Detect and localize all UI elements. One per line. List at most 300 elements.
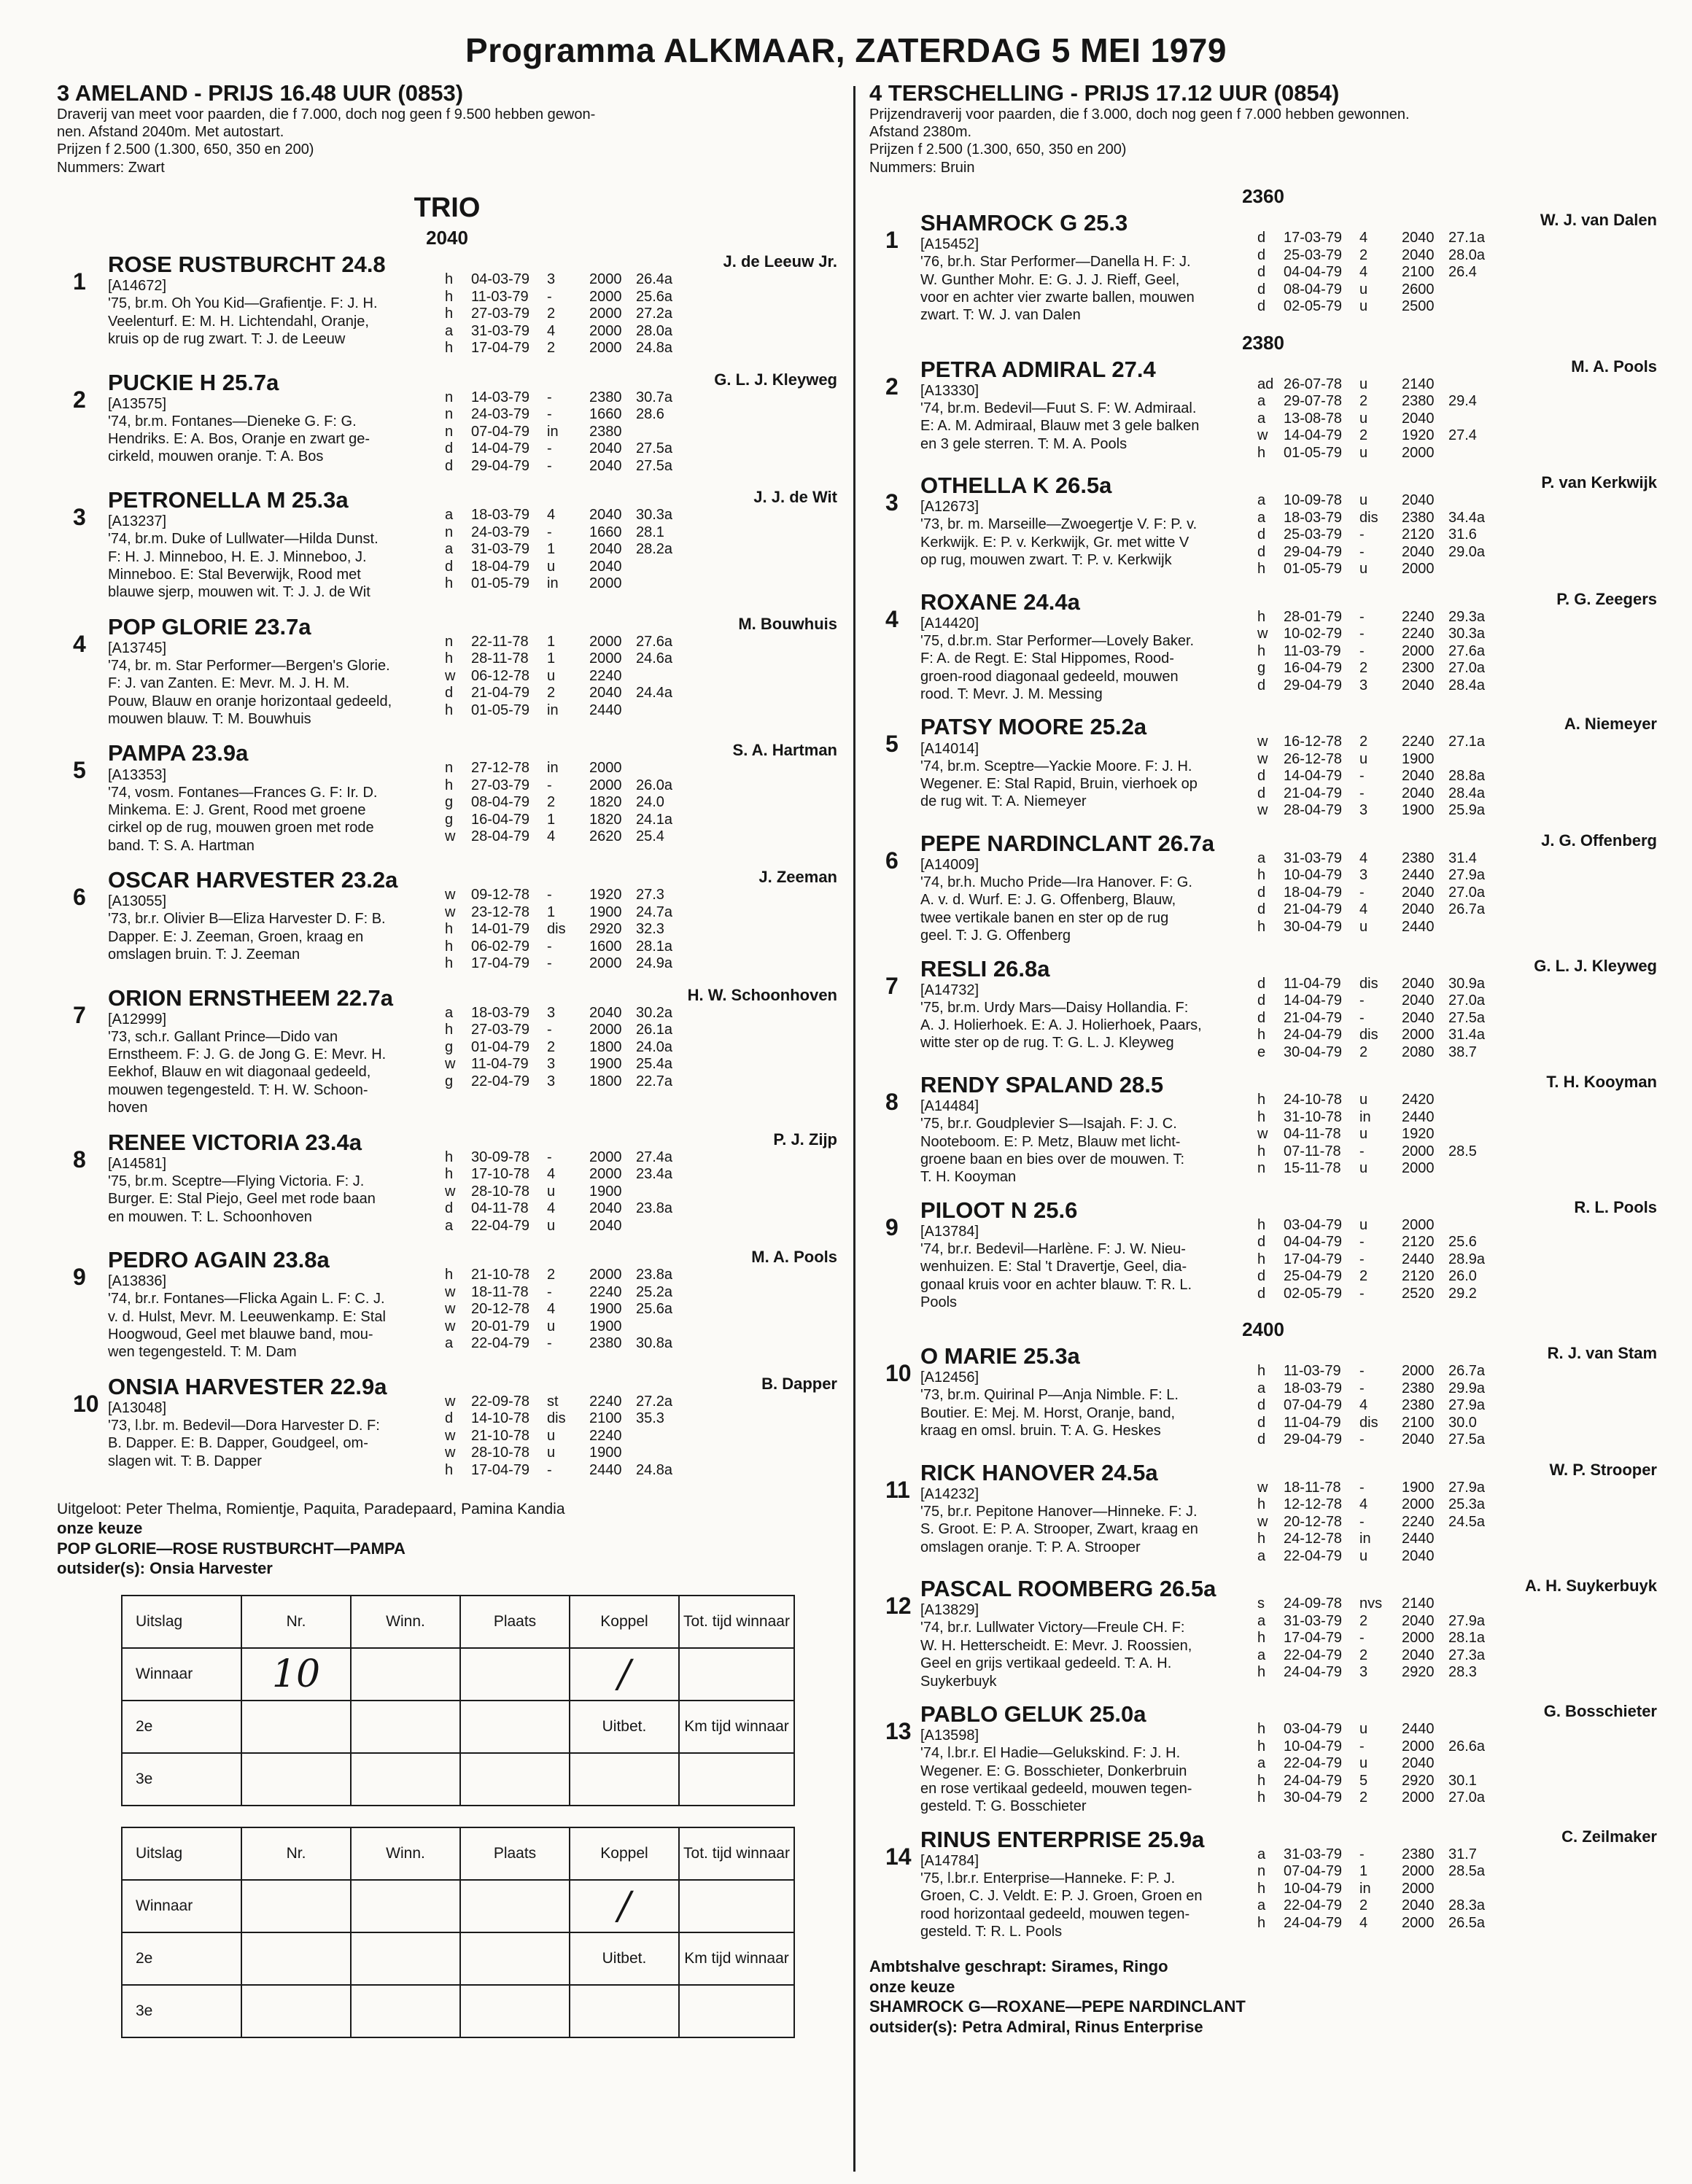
result-row xyxy=(1227,1738,1657,1756)
result-cell xyxy=(1448,1217,1507,1235)
result-cell: 17-10-78 xyxy=(471,1166,530,1183)
result-cell: 03-04-79 xyxy=(1284,1721,1343,1738)
horse-number: 12 xyxy=(885,1593,912,1620)
result-cell: 30.3a xyxy=(636,507,673,524)
horse-description-line: F: J. van Zanten. E: Mevr. M. J. H. M. xyxy=(108,675,350,692)
result-cell: 2040 xyxy=(1402,1009,1435,1026)
horse-description-line: '74, vosm. Fontanes—Frances G. F: Ir. D. xyxy=(108,784,378,801)
horse-description-line: '74, br.m. Sceptre—Yackie Moore. F: J. H. xyxy=(920,758,1192,774)
result-row xyxy=(414,389,837,407)
result-cell: 2040 xyxy=(1402,1547,1435,1564)
result-cell: u xyxy=(547,667,556,684)
horse-code: [A14420] xyxy=(920,615,979,632)
result-row xyxy=(414,1318,837,1336)
race-title: 3 AMELAND - PRIJS 16.48 UUR (0853) xyxy=(57,80,464,106)
result-cell: 2040 xyxy=(589,440,622,457)
result-cell: 23.8a xyxy=(636,1267,673,1283)
result-cell: 29.0a xyxy=(1448,543,1486,560)
table-header-cell: Plaats xyxy=(460,1827,570,1880)
result-cell: 29.9a xyxy=(1448,1380,1486,1396)
result-cell: 18-03-79 xyxy=(1284,509,1343,526)
result-cell: h xyxy=(1257,1721,1266,1738)
result-cell: - xyxy=(547,440,552,457)
result-cell: 2240 xyxy=(589,667,622,684)
horse-number: 2 xyxy=(885,373,899,400)
uitgeloot: Uitgeloot: Peter Thelma, Romientje, Paquita, Paradepaard, Pamina Kandia xyxy=(57,1501,565,1518)
result-cell: h xyxy=(1257,1531,1266,1547)
result-cell xyxy=(1448,1755,1507,1773)
result-row xyxy=(1227,901,1657,919)
result-cell: 21-04-79 xyxy=(1284,1009,1343,1026)
horse-description-line: Veelenturf. E: M. H. Lichtendahl, Oranje, xyxy=(108,313,369,330)
horse-description-line: blauwe sjerp, mouwen wit. T: J. J. de Wit xyxy=(108,584,370,601)
horse-results xyxy=(1227,1198,1657,1312)
result-cell: - xyxy=(1359,1513,1365,1530)
result-cell: - xyxy=(547,406,552,423)
result-cell: - xyxy=(547,887,552,903)
result-cell: 08-04-79 xyxy=(1284,281,1343,298)
result-row xyxy=(1227,1721,1657,1738)
result-tables xyxy=(57,1595,837,2038)
result-row xyxy=(1227,1217,1657,1235)
result-cell: 2 xyxy=(1359,1044,1368,1060)
result-row xyxy=(1227,230,1657,247)
result-cell: 18-04-79 xyxy=(1284,884,1343,901)
horse-info xyxy=(108,986,414,1117)
result-cell: 04-11-78 xyxy=(1284,1126,1341,1143)
result-cell: - xyxy=(1359,1363,1365,1380)
result-cell: - xyxy=(1359,992,1365,1009)
result-cell: 2240 xyxy=(589,1283,622,1300)
result-cell: 01-05-79 xyxy=(1284,561,1343,578)
result-row xyxy=(414,812,837,829)
result-cell: 22-04-79 xyxy=(471,1217,530,1234)
result-cell: d xyxy=(1257,1414,1266,1431)
horse-description-line: gesteld. T: R. L. Pools xyxy=(920,1923,1063,1940)
result-cell: 2 xyxy=(547,340,556,357)
result-row xyxy=(1227,445,1657,462)
result-cell: 2000 xyxy=(589,322,622,339)
result-cell: 10-02-79 xyxy=(1284,626,1343,642)
result-cell: 2240 xyxy=(1402,1513,1435,1530)
result-cell: 08-04-79 xyxy=(471,794,530,811)
result-cell: w xyxy=(1257,750,1268,767)
horse-code: [A12673] xyxy=(920,499,979,516)
horse-description-line: '73, l.br. m. Bedevil—Dora Harvester D. F: xyxy=(108,1417,380,1434)
result-cell: w xyxy=(445,667,456,684)
result-cell: d xyxy=(445,558,454,575)
result-row xyxy=(414,887,837,904)
result-cell: 2 xyxy=(1359,427,1368,444)
horse-description-line: Minkema. E: J. Grent, Rood met groene xyxy=(108,801,366,818)
result-cell: in xyxy=(547,702,559,718)
result-cell: h xyxy=(445,777,454,793)
distance-header: 2400 xyxy=(1242,1318,1284,1341)
horse-description-line: kraag en omsl. bruin. T: A. G. Heskes xyxy=(920,1423,1161,1439)
trainer-name: S. A. Hartman xyxy=(732,741,837,760)
result-cell: 2000 xyxy=(1402,1914,1435,1931)
result-cell: 30.8a xyxy=(636,1335,673,1352)
result-cell: d xyxy=(1257,975,1266,992)
horse-code: [A13575] xyxy=(108,395,167,412)
result-row xyxy=(1227,1363,1657,1380)
result-cell: 26.4a xyxy=(636,271,673,288)
result-cell: - xyxy=(1359,1738,1365,1754)
result-cell: 1 xyxy=(547,811,556,828)
result-cell: 2920 xyxy=(589,921,622,938)
horse-description-line: wen tegengesteld. T: M. Dam xyxy=(108,1344,297,1361)
result-cell: a xyxy=(1257,1612,1266,1629)
result-cell: 1920 xyxy=(589,887,622,903)
result-cell: - xyxy=(547,389,552,405)
result-cell: 25-03-79 xyxy=(1284,526,1343,543)
result-cell: 22-04-79 xyxy=(1284,1647,1343,1663)
result-cell: 29-04-79 xyxy=(471,457,530,474)
result-cell: 24.1a xyxy=(636,811,673,828)
result-cell: 2000 xyxy=(1402,642,1435,659)
result-cell: 2120 xyxy=(1402,1268,1435,1285)
result-cell: d xyxy=(1257,992,1266,1009)
result-cell: 22-04-79 xyxy=(471,1335,530,1352)
result-cell: d xyxy=(1257,230,1266,246)
result-cell: 14-04-79 xyxy=(1284,427,1343,444)
result-cell: - xyxy=(1359,884,1365,901)
horse-entry xyxy=(57,1130,837,1235)
result-cell: u xyxy=(1359,561,1368,578)
result-cell: h xyxy=(1257,1789,1266,1806)
horse-description-line: Wegener. E: G. Bosschieter, Donkerbruin xyxy=(920,1763,1187,1779)
result-cell: 31-03-79 xyxy=(1284,850,1343,866)
result-cell: h xyxy=(445,271,454,288)
result-cell: 2000 xyxy=(589,306,622,322)
winn-cell xyxy=(351,1985,460,2037)
horse-description-line: '75, br.m. Sceptre—Flying Victoria. F: J. xyxy=(108,1173,365,1189)
result-cell: 2000 xyxy=(589,1022,622,1038)
result-row xyxy=(1227,626,1657,643)
horse-description-line: slagen wit. T: B. Dapper xyxy=(108,1453,262,1469)
result-cell: - xyxy=(1359,1431,1365,1448)
result-cell: 2000 xyxy=(589,650,622,667)
result-cell: nvs xyxy=(1359,1596,1383,1612)
result-row xyxy=(1227,919,1657,936)
horse-description-line: Ernstheem. F: J. G. de Jong G. E: Mevr. H. xyxy=(108,1046,387,1063)
result-row xyxy=(414,440,837,458)
horse-description-line: W. Gunther Mohr. E: G. J. J. Rieff, Geel, xyxy=(920,271,1180,288)
horse-code: [A13745] xyxy=(108,640,167,656)
horse-code: [A13330] xyxy=(920,382,979,399)
horse-description-line: Pools xyxy=(920,1294,958,1310)
result-cell: 34.4a xyxy=(1448,509,1486,526)
result-cell: 24.8a xyxy=(636,1461,673,1478)
result-cell: u xyxy=(1359,492,1368,509)
horse-entry xyxy=(869,957,1657,1062)
result-row xyxy=(414,1462,837,1480)
result-cell: 22-04-79 xyxy=(1284,1547,1343,1564)
result-cell: u xyxy=(1359,1721,1368,1738)
horse-info xyxy=(920,357,1227,462)
result-row xyxy=(1227,1044,1657,1062)
result-cell: 2440 xyxy=(1402,1531,1435,1547)
trainer-name: A. Niemeyer xyxy=(1564,715,1657,734)
horse-description-line: groene baan en bies over de mouwen. T: xyxy=(920,1151,1185,1167)
table-header-cell: Koppel xyxy=(570,1827,679,1880)
result-cell: h xyxy=(1257,1363,1266,1380)
result-cell: dis xyxy=(547,1410,566,1427)
result-cell: w xyxy=(1257,626,1268,642)
result-cell: dis xyxy=(1359,975,1378,992)
result-cell: 27.3 xyxy=(636,887,664,903)
result-cell xyxy=(1448,1109,1507,1127)
horse-description-line: Nooteboom. E: P. Metz, Blauw met licht- xyxy=(920,1133,1181,1150)
horse-entry xyxy=(869,211,1657,325)
result-cell xyxy=(636,575,694,593)
handwritten-koppel: / xyxy=(618,1652,631,1696)
horse-description-line: geel. T: J. G. Offenberg xyxy=(920,928,1071,944)
horse-entry xyxy=(869,1577,1657,1690)
result-cell: 21-04-79 xyxy=(1284,901,1343,918)
result-cell: 2 xyxy=(547,1267,556,1283)
result-cell: 3 xyxy=(547,1073,556,1089)
result-cell: 2000 xyxy=(589,955,622,972)
result-cell: 25.4 xyxy=(636,828,664,845)
horse-description-line: cirkel op de rug, mouwen groen met rode xyxy=(108,820,374,836)
result-cell: 16-12-78 xyxy=(1284,734,1343,750)
result-cell: 28.4a xyxy=(1448,677,1486,693)
result-cell: u xyxy=(1359,1092,1368,1108)
horse-description-line: kruis op de rug zwart. T: J. de Leeuw xyxy=(108,330,346,347)
result-row xyxy=(1227,1863,1657,1881)
result-cell: 28.6 xyxy=(636,406,664,423)
result-cell: 1900 xyxy=(589,903,622,920)
horse-code: [A13237] xyxy=(108,513,167,530)
result-cell: in xyxy=(547,575,559,592)
outsiders: outsider(s): Onsia Harvester xyxy=(57,1559,273,1578)
result-cell: u xyxy=(1359,1126,1368,1143)
result-row xyxy=(1227,885,1657,902)
result-cell xyxy=(1448,919,1507,936)
result-cell xyxy=(1448,1531,1507,1548)
result-cell: 3 xyxy=(547,1056,556,1073)
result-cell: d xyxy=(1257,1234,1266,1251)
horse-entry xyxy=(869,1702,1657,1816)
result-cell: 26.7a xyxy=(1448,901,1486,918)
result-cell: 27.4a xyxy=(636,1149,673,1165)
result-cell: n xyxy=(1257,1160,1266,1177)
result-cell: 2 xyxy=(1359,1897,1368,1914)
result-cell: 2040 xyxy=(1402,677,1435,693)
horse-entry xyxy=(57,868,837,973)
result-cell: 2000 xyxy=(589,1267,622,1283)
result-cell: d xyxy=(1257,543,1266,560)
result-cell: n xyxy=(445,524,454,540)
horse-description-line: '74, br.m. Fontanes—Dieneke G. F: G. xyxy=(108,413,357,430)
horse-name: RENDY SPALAND 28.5 xyxy=(920,1072,1164,1098)
horse-entry xyxy=(57,1248,837,1361)
result-cell: 26.1a xyxy=(636,1022,673,1038)
result-cell: 27.0a xyxy=(1448,992,1486,1009)
horse-number: 9 xyxy=(73,1264,86,1291)
result-cell: w xyxy=(445,1301,456,1318)
result-cell: 2140 xyxy=(1402,376,1435,392)
result-cell: u xyxy=(547,1445,556,1461)
result-row xyxy=(1227,1286,1657,1303)
result-cell: 30.7a xyxy=(636,389,673,405)
result-cell: d xyxy=(1257,264,1266,281)
result-cell: - xyxy=(1359,1380,1365,1396)
result-cell: 28.0a xyxy=(636,322,673,339)
horse-description-line: Burger. E: Stal Piejo, Geel met rode baan xyxy=(108,1191,376,1208)
result-cell: - xyxy=(1359,1630,1365,1647)
result-cell: 2440 xyxy=(589,702,622,718)
result-cell: 22.7a xyxy=(636,1073,673,1089)
result-cell: 22-11-78 xyxy=(471,633,529,650)
result-cell: 27.0a xyxy=(1448,660,1486,677)
trainer-name: W. P. Strooper xyxy=(1549,1460,1657,1479)
result-cell: 03-04-79 xyxy=(1284,1216,1343,1233)
result-cell: a xyxy=(445,1004,454,1021)
result-cell: 2240 xyxy=(1402,626,1435,642)
nr-cell xyxy=(241,1701,351,1753)
result-cell: 1 xyxy=(547,633,556,650)
result-cell: - xyxy=(1359,626,1365,642)
result-row xyxy=(414,668,837,685)
horse-description-line: '75, br.r. Goudplevier S—Isajah. F: J. C. xyxy=(920,1116,1177,1132)
horse-description-line: S. Groot. E: P. A. Strooper, Zwart, kraag en xyxy=(920,1521,1198,1538)
result-cell: 2000 xyxy=(589,271,622,288)
result-cell: u xyxy=(1359,444,1368,461)
result-row xyxy=(1227,1647,1657,1665)
result-cell: u xyxy=(1359,1160,1368,1177)
result-cell: 21-04-79 xyxy=(471,685,530,702)
result-cell: 2040 xyxy=(589,1217,622,1234)
result-cell: 30.0 xyxy=(1448,1414,1477,1431)
horse-description-line: T. H. Kooyman xyxy=(920,1169,1017,1186)
trainer-name: G. Bosschieter xyxy=(1543,1702,1657,1721)
time-cell: Km tijd winnaar xyxy=(679,1701,794,1753)
result-cell: 1800 xyxy=(589,1073,622,1089)
nr-cell xyxy=(241,1932,351,1985)
result-cell: 2000 xyxy=(1402,1027,1435,1044)
result-cell: 2380 xyxy=(1402,1380,1435,1396)
result-cell: 26.6a xyxy=(1448,1738,1486,1754)
result-cell: 27.2a xyxy=(636,306,673,322)
result-row xyxy=(414,1335,837,1353)
horse-name: RENEE VICTORIA 23.4a xyxy=(108,1129,362,1155)
result-cell xyxy=(636,1428,694,1445)
plaats-cell xyxy=(460,1880,570,1932)
result-cell: 2040 xyxy=(589,457,622,474)
horse-name: PETRONELLA M 25.3a xyxy=(108,487,349,513)
result-cell: 2240 xyxy=(589,1393,622,1410)
result-cell: w xyxy=(445,828,456,845)
result-table xyxy=(121,1595,795,1806)
nr-cell xyxy=(241,1880,351,1932)
horse-code: [A14732] xyxy=(920,982,979,998)
result-row xyxy=(414,702,837,720)
horse-info xyxy=(108,1248,414,1361)
koppel-cell xyxy=(570,1753,679,1806)
result-cell: dis xyxy=(547,921,566,938)
result-cell: 2520 xyxy=(1402,1285,1435,1302)
result-row xyxy=(414,760,837,777)
result-row xyxy=(414,458,837,475)
horse-code: [A14009] xyxy=(920,857,979,874)
result-cell: 29.3a xyxy=(1448,608,1486,625)
result-cell: n xyxy=(445,760,454,777)
result-cell: d xyxy=(1257,1431,1266,1448)
result-cell: a xyxy=(1257,1647,1266,1663)
result-row xyxy=(414,1284,837,1302)
result-cell: 4 xyxy=(1359,1914,1368,1931)
result-cell: 21-10-78 xyxy=(471,1427,530,1444)
result-cell: 27.5a xyxy=(1448,1009,1486,1026)
table-header-cell: Tot. tijd winnaar xyxy=(679,1827,794,1880)
onze-keuze-label: onze keuze xyxy=(57,1519,143,1538)
row-label: 2e xyxy=(122,1932,241,1985)
horse-description-line: A. v. d. Wurf. E: J. G. Offenberg, Blauw, xyxy=(920,892,1176,909)
horse-info xyxy=(108,868,414,973)
horse-description-line: W. H. Hetterscheidt. E: Mevr. J. Roossien, xyxy=(920,1637,1192,1654)
result-cell: h xyxy=(1257,642,1266,659)
table-header-cell: Nr. xyxy=(241,1827,351,1880)
result-cell: 24-04-79 xyxy=(1284,1772,1343,1789)
result-cell: 2040 xyxy=(1402,1755,1435,1772)
result-cell: u xyxy=(547,1217,556,1234)
result-cell: 24-03-79 xyxy=(471,524,530,540)
result-cell: 25.2a xyxy=(636,1283,673,1300)
result-row xyxy=(1227,768,1657,785)
horse-description-line: '75, br.m. Oh You Kid—Grafientje. F: J. H. xyxy=(108,295,378,312)
result-cell: 4 xyxy=(1359,230,1368,246)
trio-label: TRIO xyxy=(414,193,481,224)
horse-entry xyxy=(869,1073,1657,1186)
race-desc-line: Draverij van meet voor paarden, die f 7.000, doch nog geen f 9.500 hebben gewon- xyxy=(57,106,596,123)
result-cell: 18-11-78 xyxy=(1284,1479,1341,1496)
result-cell: - xyxy=(1359,543,1365,560)
trainer-name: W. J. van Dalen xyxy=(1540,211,1657,230)
plaats-cell xyxy=(460,1985,570,2037)
result-cell xyxy=(1448,411,1507,428)
result-cell: 27-03-79 xyxy=(471,777,530,793)
result-row xyxy=(414,1005,837,1022)
time-cell: Km tijd winnaar xyxy=(679,1932,794,1985)
result-cell: 2040 xyxy=(589,685,622,702)
horse-info xyxy=(920,715,1227,820)
result-cell: 16-04-79 xyxy=(471,811,530,828)
result-row xyxy=(414,289,837,306)
result-cell: 22-09-78 xyxy=(471,1393,530,1410)
horse-results xyxy=(1227,1073,1657,1186)
horse-number: 3 xyxy=(885,489,899,516)
result-cell: 2040 xyxy=(589,1004,622,1021)
result-cell: d xyxy=(1257,768,1266,785)
result-cell: 11-04-79 xyxy=(1284,1414,1341,1431)
result-cell: 26.0a xyxy=(636,777,673,793)
result-row xyxy=(1227,1092,1657,1109)
result-row xyxy=(414,1445,837,1462)
result-cell: d xyxy=(445,1200,454,1217)
result-cell: - xyxy=(1359,785,1365,801)
result-cell: h xyxy=(1257,1738,1266,1754)
result-row xyxy=(1227,1109,1657,1127)
result-row xyxy=(1227,376,1657,394)
winn-cell xyxy=(351,1648,460,1701)
horse-description-line: cirkeld, mouwen oranje. T: A. Bos xyxy=(108,448,324,465)
result-cell: h xyxy=(1257,1027,1266,1044)
time-cell xyxy=(679,1753,794,1806)
result-cell: 27.9a xyxy=(1448,1479,1486,1496)
horse-number: 5 xyxy=(73,757,86,784)
